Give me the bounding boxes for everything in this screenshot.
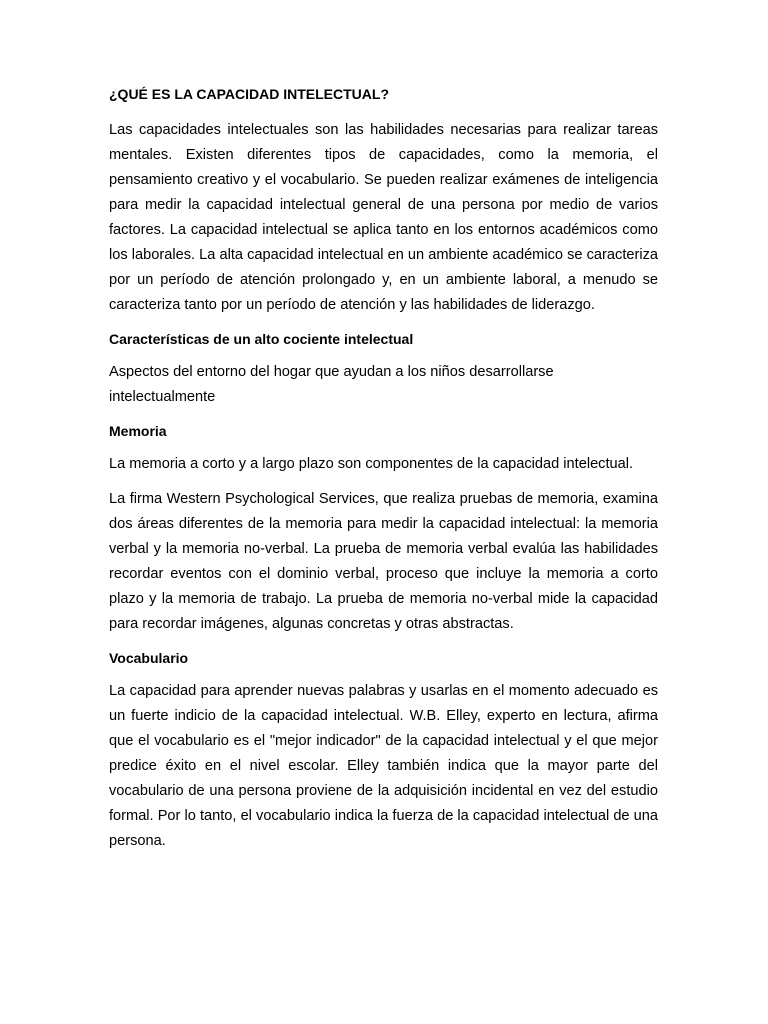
characteristics-paragraph: Aspectos del entorno del hogar que ayudan a los niños desarrollarse intelectualmente: [109, 364, 554, 405]
vocabulario-heading: Vocabulario: [109, 650, 189, 666]
page-title: ¿QUÉ ES LA CAPACIDAD INTELECTUAL?: [109, 86, 389, 102]
vocabulario-paragraph: La capacidad para aprender nuevas palabras y usarlas en el momento adecuado es un fuerte indicio de la capacidad intelectual. W.B. Elley, experto en lectura, afirma que el vocabulario es el "mejor indicador" de la capacidad intelectual y el que mejor predice éxito en el nivel escolar. Elley también indica que la mayor parte del vocabulario de una persona proviene de la adquisición incidental en vez del estudio formal. Por lo tanto, el vocabulario indica la fuerza de la capacidad intelectual de una persona.: [109, 683, 658, 849]
intro-paragraph: Las capacidades intelectuales son las habilidades necesarias para realizar tareas mentales. Existen diferentes tipos de capacidades, como la memoria, el pensamiento creativo y el vocabulario. Se pueden realizar exámenes de inteligencia para medir la capacidad intelectual general de una persona por medio de varios factores. La capacidad intelectual se aplica tanto en los entornos académicos como los laborales. La alta capacidad intelectual en un ambiente académico se caracteriza por un período de atención prolongado y, en un ambiente laboral, a menudo se caracteriza tanto por un período de atención y las habilidades de liderazgo.: [109, 122, 658, 313]
memoria-heading: Memoria: [109, 423, 167, 439]
memoria-paragraph-2: La firma Western Psychological Services, que realiza pruebas de memoria, examina dos áreas diferentes de la memoria para medir la capacidad intelectual: la memoria verbal y la memoria no-verbal. La prueba de memoria verbal evalúa las habilidades recordar eventos con el dominio verbal, proceso que incluye la memoria a corto plazo y la memoria de trabajo. La prueba de memoria no-verbal mide la capacidad para recordar imágenes, algunas concretas y otras abstractas.: [109, 491, 658, 632]
memoria-paragraph-1: La memoria a corto y a largo plazo son componentes de la capacidad intelectual.: [109, 456, 634, 472]
document-body: [109, 83, 658, 864]
characteristics-heading: Características de un alto cociente intelectual: [109, 331, 414, 347]
